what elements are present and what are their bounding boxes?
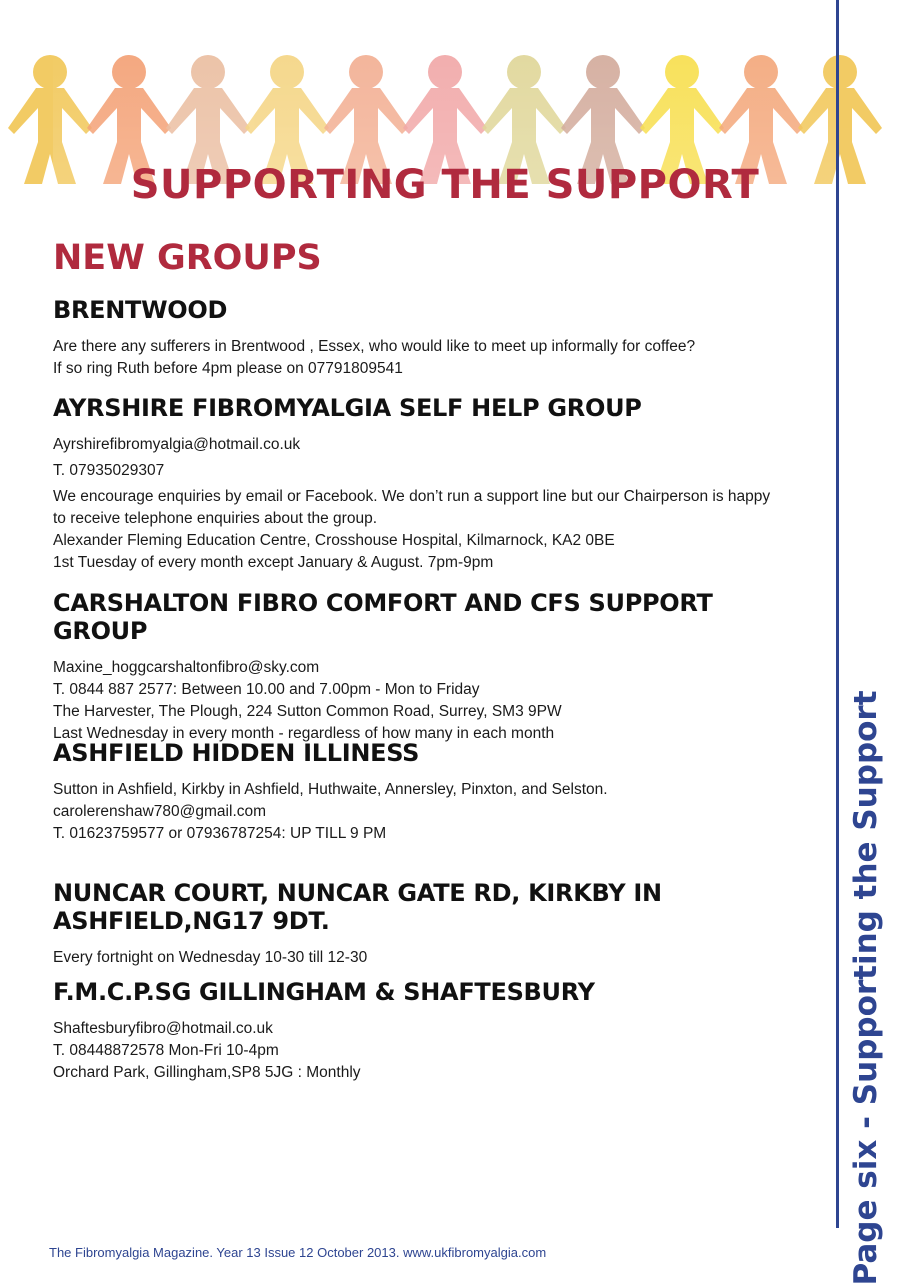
group-text: to receive telephone enquiries about the group.: [53, 510, 378, 527]
group-email[interactable]: Maxine_hoggcarshaltonfibro@sky.com: [53, 659, 320, 676]
group-heading: AYRSHIRE FIBROMYALGIA SELF HELP GROUP: [53, 394, 642, 422]
group-email[interactable]: Shaftesburyfibro@hotmail.co.uk: [53, 1020, 273, 1037]
group-email[interactable]: carolerenshaw780@gmail.com: [53, 803, 267, 820]
group-heading: BRENTWOOD: [53, 296, 228, 324]
group-text: If so ring Ruth before 4pm please on 07791809541: [53, 360, 403, 377]
footer: The Fibromyalgia Magazine. Year 13 Issue 12 October 2013. www.ukfibromyalgia.com: [49, 1245, 547, 1260]
group-text: Last Wednesday in every month - regardless of how many in each month: [53, 725, 555, 742]
group-text: 1st Tuesday of every month except January & August. 7pm-9pm: [53, 554, 494, 571]
group-text: T. 01623759577 or 07936787254: UP TILL 9 PM: [53, 825, 387, 842]
side-page-label: Page six - Supporting the Support: [848, 690, 884, 1286]
group-heading: F.M.C.P.SG GILLINGHAM & SHAFTESBURY: [53, 978, 595, 1006]
group-heading: ASHFIELD HIDDEN ILLINESS: [53, 739, 420, 767]
side-rule: [836, 0, 839, 1228]
group-text: T. 08448872578 Mon-Fri 10-4pm: [53, 1042, 279, 1059]
group-email[interactable]: Ayrshirefibromyalgia@hotmail.co.uk: [53, 436, 301, 453]
group-carshalton: [53, 589, 813, 745]
group-heading: CARSHALTON FIBRO COMFORT AND CFS SUPPORT GROUP: [53, 589, 713, 645]
group-text: Sutton in Ashfield, Kirkby in Ashfield, Huthwaite, Annersley, Pinxton, and Selston.: [53, 781, 608, 798]
group-text: We encourage enquiries by email or Facebook. We don’t run a support line but our Chairperson is happy: [53, 488, 771, 505]
group-nuncar: [53, 879, 833, 969]
group-gillingham: [53, 978, 813, 1084]
group-ayrshire: [53, 394, 813, 574]
group-text: Every fortnight on Wednesday 10-30 till 12-30: [53, 949, 368, 966]
group-phone: T. 07935029307: [53, 462, 165, 479]
section-title: NEW GROUPS: [53, 238, 322, 278]
group-text: Orchard Park, Gillingham,SP8 5JG : Monthly: [53, 1064, 361, 1081]
group-text: Are there any sufferers in Brentwood , Essex, who would like to meet up informally for coffee?: [53, 338, 696, 355]
banner-title: SUPPORTING THE SUPPORT: [130, 162, 760, 208]
group-brentwood: [53, 296, 813, 380]
group-text: T. 0844 887 2577: Between 10.00 and 7.00pm - Mon to Friday: [53, 681, 480, 698]
group-text: Alexander Fleming Education Centre, Crosshouse Hospital, Kilmarnock, KA2 0BE: [53, 532, 615, 549]
group-heading: NUNCAR COURT, NUNCAR GATE RD, KIRKBY IN ASHFIELD,NG17 9DT.: [53, 879, 662, 935]
header-banner: [53, 50, 837, 208]
group-text: The Harvester, The Plough, 224 Sutton Common Road, Surrey, SM3 9PW: [53, 703, 562, 720]
group-ashfield: [53, 739, 813, 845]
